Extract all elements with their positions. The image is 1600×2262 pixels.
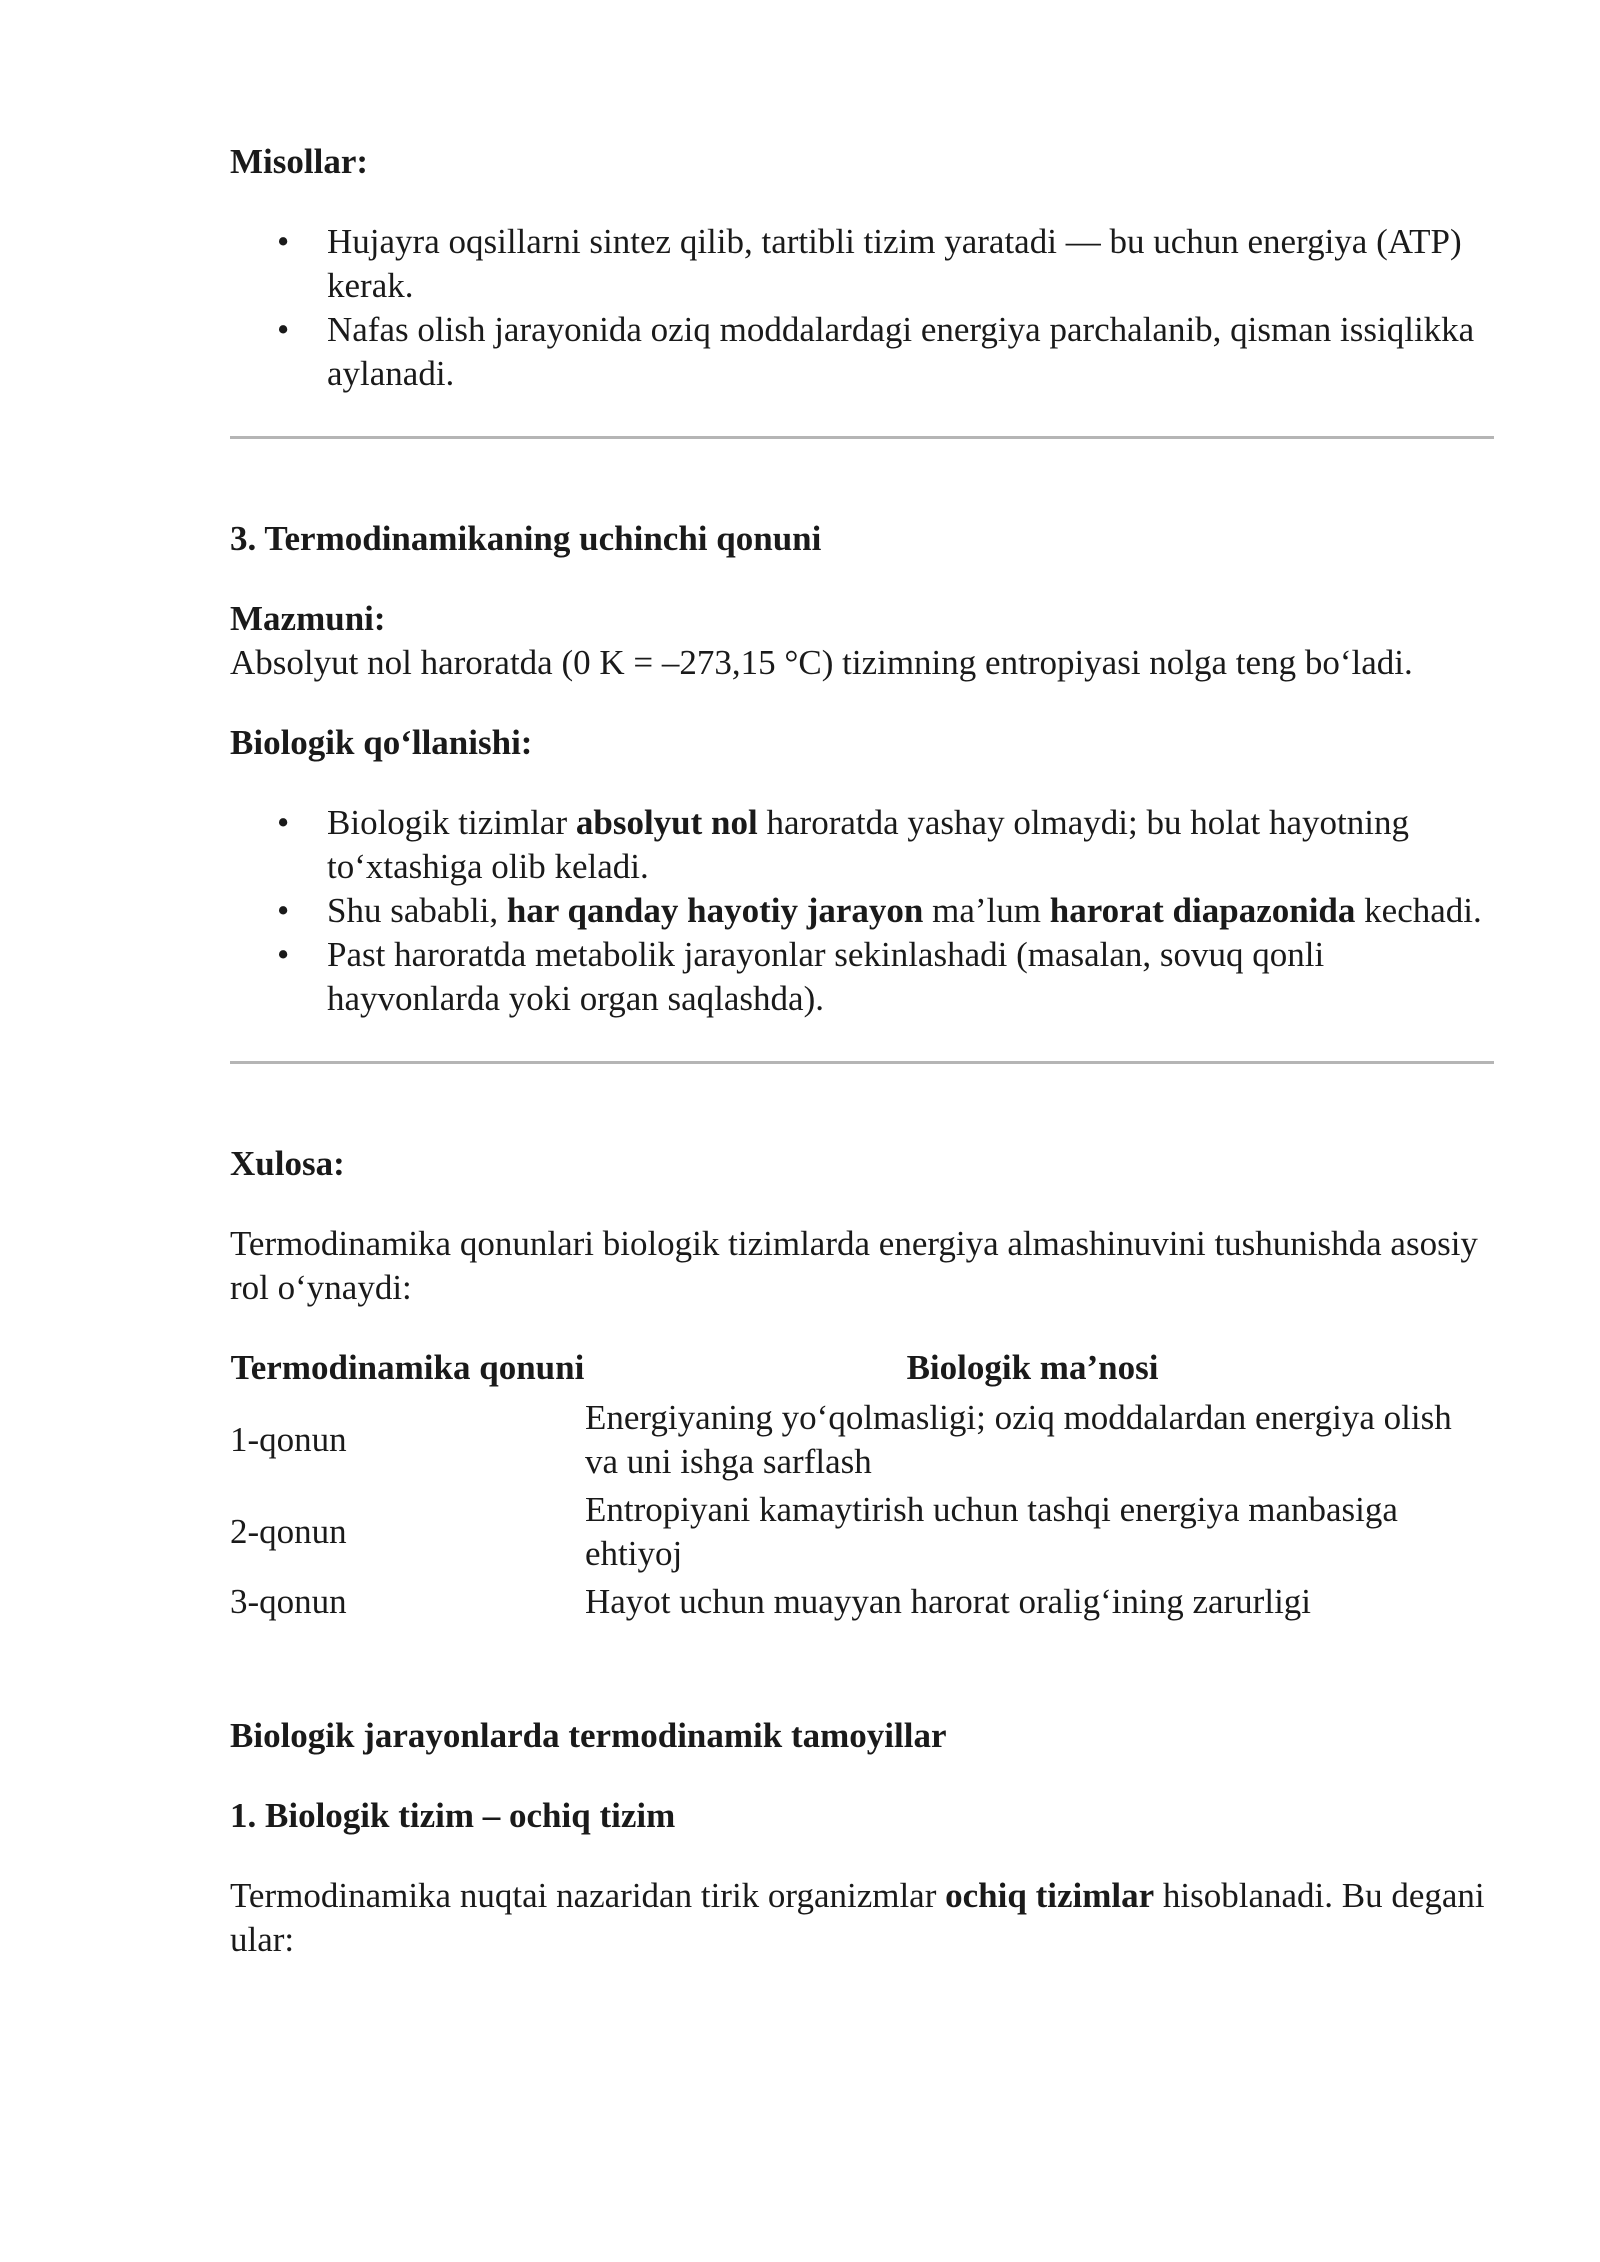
list-item: • Nafas olish jarayonida oziq moddalardagi energiya parchalanib, qisman issiqlikka aylanadi. — [327, 308, 1494, 396]
text-run: kechadi. — [1355, 891, 1482, 930]
laws-table — [230, 1346, 1480, 1628]
text-run: hisoblanadi. Bu degani ular: — [230, 1876, 1485, 1959]
table-cell-law: 3-qonun — [230, 1582, 347, 1621]
text-run: Termodinamika nuqtai nazaridan tirik organizmlar — [230, 1876, 946, 1915]
divider — [230, 1061, 1494, 1064]
application-list — [230, 801, 1494, 1021]
document-page — [230, 140, 1494, 1962]
bold-text-run: absolyut nol — [575, 803, 758, 842]
table-cell-law: 1-qonun — [230, 1420, 347, 1459]
table-cell-meaning: Hayot uchun muayyan harorat oralig‘ining zarurligi — [585, 1582, 1312, 1621]
conclusion-text: Termodinamika qonunlari biologik tizimlarda energiya almashinuvini tushunishda asosiy rol o‘ynaydi: — [230, 1224, 1478, 1307]
text-run: Biologik tizimlar — [327, 803, 576, 842]
bold-text-run: har qanday hayotiy jarayon — [506, 891, 924, 930]
table-cell-law: 2-qonun — [230, 1512, 347, 1551]
list-item — [327, 801, 1494, 889]
list-item — [327, 889, 1494, 933]
examples-heading: Misollar: — [230, 142, 369, 181]
application-label: Biologik qo‘llanishi: — [230, 723, 533, 762]
bold-text-run: ochiq tizimlar — [945, 1876, 1155, 1915]
principles-subheading: 1. Biologik tizim – ochiq tizim — [230, 1796, 676, 1835]
examples-list — [230, 220, 1494, 396]
principles-paragraph — [230, 1874, 1494, 1962]
text-run: haroratda yashay olmaydi; bu holat hayotning to‘xtashiga olib keladi. — [327, 803, 1409, 886]
section-heading-third-law: 3. Termodinamikaning uchinchi qonuni — [230, 519, 822, 558]
conclusion-heading: Xulosa: — [230, 1144, 345, 1183]
text-run: ma’lum — [923, 891, 1050, 930]
table-header-row — [230, 1346, 1480, 1396]
principles-heading: Biologik jarayonlarda termodinamik tamoyillar — [230, 1716, 947, 1755]
table-row — [230, 1488, 1480, 1580]
list-item: • Past haroratda metabolik jarayonlar sekinlashadi (masalan, sovuq qonli hayvonlarda yoki organ saqlashda). — [327, 933, 1494, 1021]
content-label: Mazmuni: — [230, 599, 386, 638]
table-cell-meaning: Entropiyani kamaytirish uchun tashqi energiya manbasiga ehtiyoj — [585, 1490, 1398, 1573]
table-cell-meaning: Energiyaning yo‘qolmasligi; oziq moddalardan energiya olish va uni ishga sarflash — [585, 1398, 1452, 1481]
content-text: Absolyut nol haroratda (0 K = –273,15 °C) tizimning entropiyasi nolga teng bo‘ladi. — [230, 643, 1413, 682]
table-row — [230, 1396, 1480, 1488]
table-header-meaning: Biologik ma’nosi — [906, 1348, 1159, 1387]
text-run: Shu sababli, — [327, 891, 507, 930]
table-header-law: Termodinamika qonuni — [230, 1348, 585, 1387]
bold-text-run: harorat diapazonida — [1049, 891, 1356, 930]
divider — [230, 436, 1494, 439]
list-item: • Hujayra oqsillarni sintez qilib, tartibli tizim yaratadi — bu uchun energiya (ATP) kerak. — [327, 220, 1494, 308]
table-row — [230, 1580, 1480, 1628]
